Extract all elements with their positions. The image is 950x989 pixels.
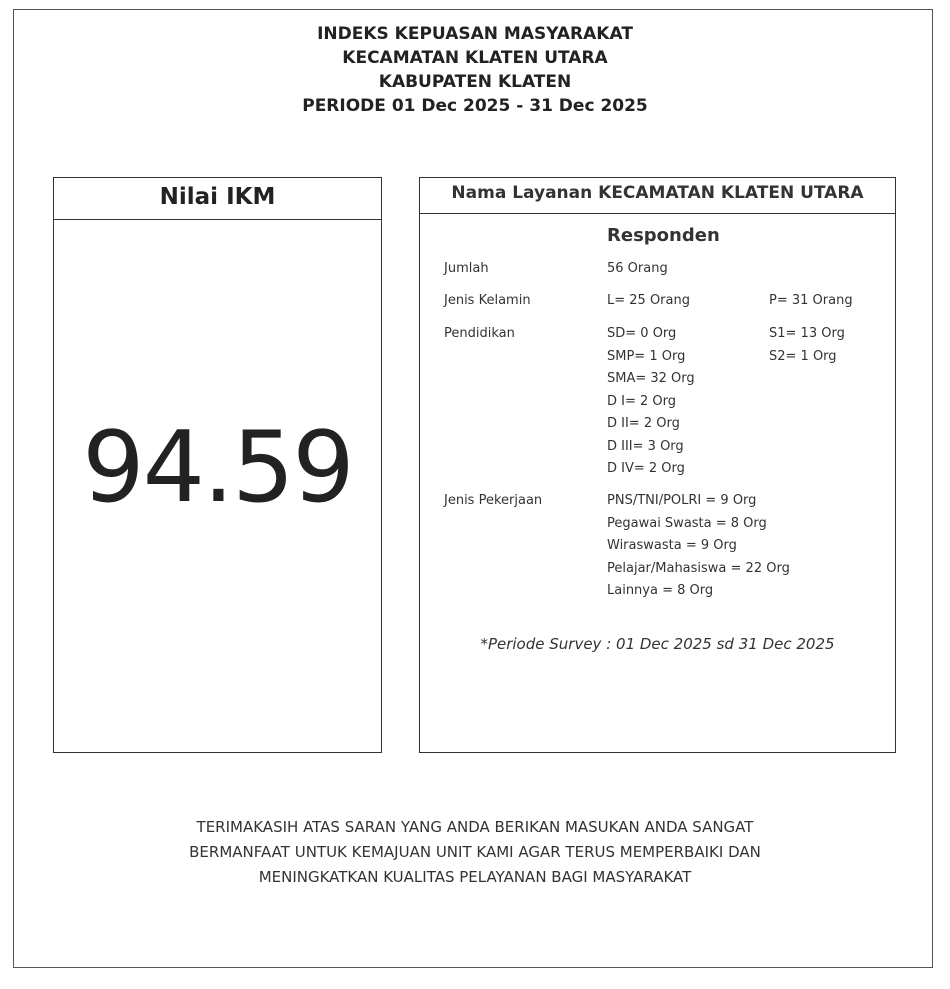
ikm-title: Nilai IKM [54, 178, 381, 220]
header-period: PERIODE 01 Dec 2025 - 31 Dec 2025 [302, 96, 648, 116]
occupation-item: Pelajar/Mahasiswa = 22 Org [607, 560, 790, 576]
education-item: SMA= 32 Org [607, 371, 695, 386]
education-list-2 [769, 323, 845, 368]
thank-you-line: BERMANFAAT UNTUK KEMAJUAN UNIT KAMI AGAR TERUS MEMPERBAIKI DAN [189, 843, 761, 861]
gender-female-value: P= 31 Orang [769, 293, 853, 308]
occupation-item: Wiraswasta = 9 Org [607, 538, 737, 553]
education-item: D IV= 2 Org [607, 461, 685, 476]
respondent-count-label: Jumlah [444, 261, 489, 276]
occupation-item: PNS/TNI/POLRI = 9 Org [607, 493, 757, 508]
thank-you-message [0, 815, 950, 890]
ikm-value: 94.59 [82, 411, 353, 525]
gender-male-value: L= 25 Orang [607, 293, 690, 308]
education-item: D I= 2 Org [607, 393, 677, 409]
page-header [0, 22, 950, 118]
respondent-heading: Responden [607, 225, 720, 246]
education-list-1 [607, 323, 695, 481]
education-label: Pendidikan [444, 326, 515, 341]
ikm-panel [53, 177, 382, 753]
gender-label: Jenis Kelamin [444, 293, 531, 308]
occupation-label: Jenis Pekerjaan [444, 493, 543, 508]
survey-period-note: *Periode Survey : 01 Dec 2025 sd 31 Dec 2025 [480, 635, 835, 653]
education-item: SD= 0 Org [607, 326, 677, 341]
service-name-title: Nama Layanan KECAMATAN KLATEN UTARA [420, 178, 895, 214]
service-info-panel [419, 177, 896, 753]
header-title: INDEKS KEPUASAN MASYARAKAT [317, 24, 633, 44]
header-regency: KABUPATEN KLATEN [378, 72, 572, 92]
occupation-item: Pegawai Swasta = 8 Org [607, 515, 767, 531]
header-district: KECAMATAN KLATEN UTARA [342, 48, 608, 68]
education-item: S2= 1 Org [769, 348, 837, 364]
education-item: D III= 3 Org [607, 438, 684, 454]
respondent-count-value: 56 Orang [607, 261, 668, 276]
thank-you-line: TERIMAKASIH ATAS SARAN YANG ANDA BERIKAN MASUKAN ANDA SANGAT [196, 818, 754, 836]
education-item: S1= 13 Org [769, 326, 845, 341]
thank-you-line: MENINGKATKAN KUALITAS PELAYANAN BAGI MASYARAKAT [258, 868, 692, 886]
education-item: D II= 2 Org [607, 416, 680, 431]
occupation-item: Lainnya = 8 Org [607, 583, 714, 598]
occupation-list [607, 490, 790, 603]
education-item: SMP= 1 Org [607, 348, 686, 364]
